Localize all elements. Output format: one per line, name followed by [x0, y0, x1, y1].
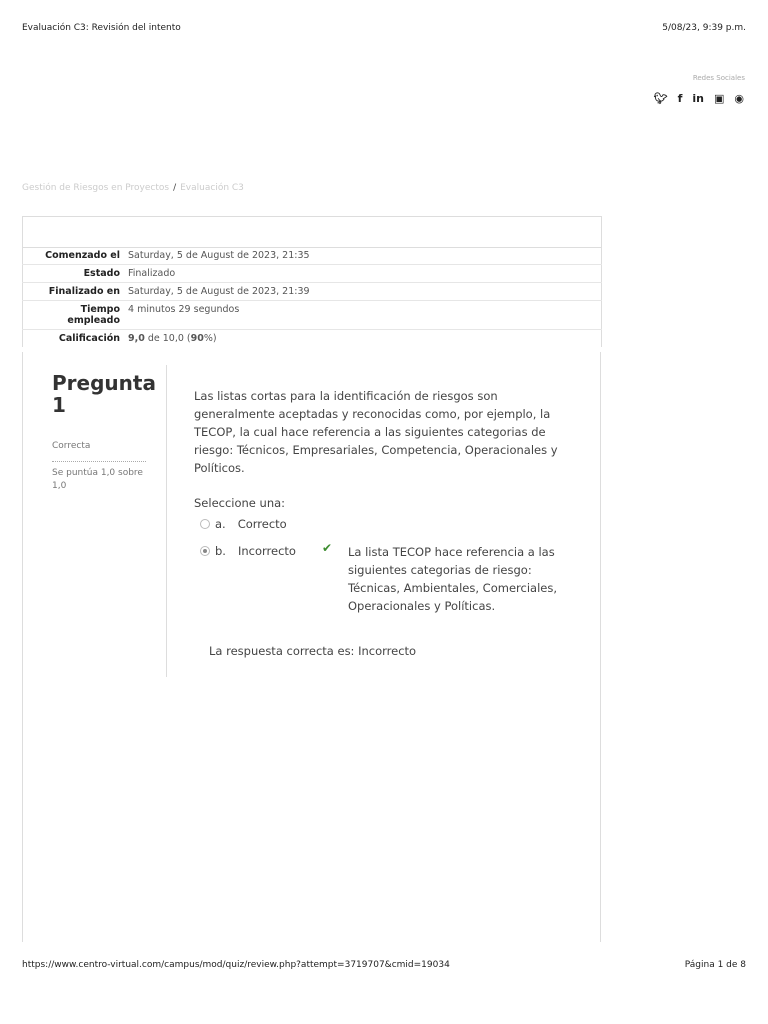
- summary-row: [23, 283, 602, 301]
- answer-option-a[interactable]: [200, 517, 287, 531]
- grade-of: de 10,0 (: [144, 333, 191, 344]
- state-label: Estado: [23, 265, 125, 283]
- radio-a[interactable]: [200, 519, 210, 529]
- option-b-label: Incorrecto: [237, 544, 296, 558]
- print-footer-page: Página 1 de 8: [684, 960, 746, 970]
- option-a-label: Correcto: [237, 517, 287, 531]
- facebook-icon[interactable]: f: [677, 92, 683, 105]
- grade-value: [124, 330, 602, 348]
- answer-prompt: Seleccione una:: [194, 496, 286, 510]
- print-footer-url: https://www.centro-virtual.com/campus/mod/quiz/review.php?attempt=3719707&cmid=19034: [22, 960, 450, 970]
- started-label: Comenzado el: [23, 247, 125, 265]
- content-border-left: [22, 352, 23, 942]
- question-text: Las listas cortas para la identificación de riesgos son generalmente aceptadas y reconocidas como, por ejemplo, la TECOP, la cual hace referencia a las siguientes categorias de riesgo: Técnicos, Empresariales, Competencia, Operacionales y Políticos.: [194, 389, 558, 475]
- right-answer: La respuesta correcta es: Incorrecto: [209, 644, 417, 658]
- option-feedback: La lista TECOP hace referencia a las siguientes categorias de riesgo: Técnicas, Ambientales, Comerciales, Operacionales y Políticas.: [348, 545, 557, 613]
- linkedin-icon[interactable]: in: [692, 92, 704, 105]
- grade-end: %): [203, 333, 217, 344]
- summary-row: [23, 265, 602, 283]
- time-value: 4 minutos 29 segundos: [124, 301, 602, 330]
- twitter-icon[interactable]: 🐦︎: [653, 92, 668, 105]
- question-info-separator: [52, 461, 146, 462]
- option-a-letter: a.: [215, 517, 226, 531]
- summary-row: [23, 247, 602, 265]
- breadcrumb-quiz[interactable]: Evaluación C3: [180, 183, 244, 193]
- radio-b[interactable]: [200, 546, 210, 556]
- globe-icon[interactable]: ◉: [734, 92, 744, 105]
- attempt-summary: [22, 247, 602, 347]
- breadcrumb-separator: /: [173, 183, 177, 193]
- question-number: Pregunta 1: [52, 371, 156, 417]
- time-label: Tiempo empleado: [23, 301, 125, 330]
- social-label: Redes Sociales: [692, 74, 745, 82]
- social-links: [654, 92, 744, 106]
- content-border-right: [600, 352, 601, 942]
- summary-header-box: [22, 216, 602, 248]
- grade-score: 9,0: [128, 333, 145, 344]
- state-value: Finalizado: [124, 265, 602, 283]
- correct-check-icon: ✔: [322, 541, 333, 555]
- youtube-icon[interactable]: ▣: [713, 92, 725, 105]
- option-b-letter: b.: [215, 544, 226, 558]
- grade-percent: 90: [190, 333, 204, 344]
- print-header-datetime: 5/08/23, 9:39 p.m.: [662, 23, 746, 33]
- question-info-divider: [166, 365, 167, 677]
- breadcrumb: [22, 183, 244, 193]
- grade-label: Calificación: [23, 330, 125, 348]
- summary-row: [23, 301, 602, 330]
- finished-label: Finalizado en: [23, 283, 125, 301]
- question-grade: Se puntúa 1,0 sobre 1,0: [52, 468, 143, 491]
- breadcrumb-course[interactable]: Gestión de Riesgos en Proyectos: [22, 183, 170, 193]
- question-state: Correcta: [52, 441, 91, 451]
- finished-value: Saturday, 5 de August de 2023, 21:39: [124, 283, 602, 301]
- answer-option-b[interactable]: [200, 544, 296, 558]
- started-value: Saturday, 5 de August de 2023, 21:35: [124, 247, 602, 265]
- print-header-title: Evaluación C3: Revisión del intento: [22, 23, 181, 33]
- summary-row: [23, 330, 602, 348]
